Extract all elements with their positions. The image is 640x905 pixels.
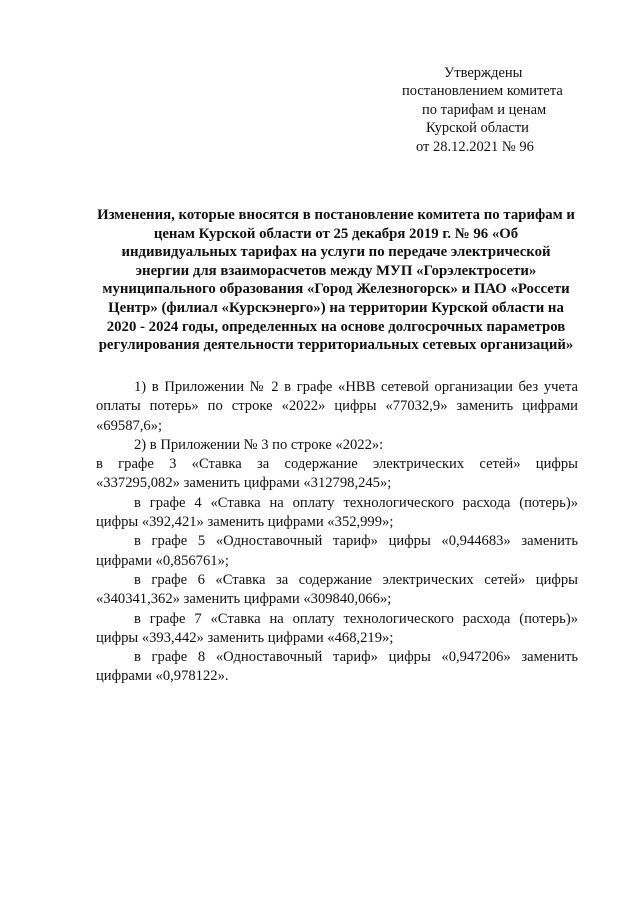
graph-4-paragraph: в графе 4 «Ставка на оплату технологического расхода (потерь)» цифры «392,421» заменить цифрами «352,999»; (96, 494, 578, 531)
graph-3-first-line: в графе 3 «Ставка за содержание электрических сетей» цифры (96, 456, 578, 473)
item-1-paragraph: 1) в Приложении № 2 в графе «НВВ сетевой организации без учета оплаты потерь» по строке «2022» цифры «77032,9» заменить цифрами «69587,6»; (96, 379, 578, 434)
graph-5-paragraph: в графе 5 «Одноставочный тариф» цифры «0,944683» заменить цифрами «0,856761»; (96, 533, 578, 569)
title-line: муниципального образования «Город Железногорск» и ПАО «Россети (102, 281, 570, 298)
title-line: 2020 - 2024 годы, определенных на основе долгосрочных параметров (106, 318, 566, 335)
approval-line: Утверждены (444, 65, 523, 81)
approval-stamp (398, 64, 598, 156)
approval-line: по тарифам и ценам (422, 101, 547, 118)
approval-line: от 28.12.2021 № 96 (416, 138, 534, 155)
graph-7-paragraph: в графе 7 «Ставка на оплату технологического расхода (потерь)» цифры «393,442» заменить цифрами «468,219»; (96, 610, 578, 646)
approval-line: Курской области (426, 120, 529, 137)
title-line: Изменения, которые вносятся в постановление комитета по тарифам и (97, 207, 575, 223)
item-2-intro: 2) в Приложении № 3 по строке «2022»: (134, 436, 384, 453)
graph-8-paragraph: в графе 8 «Одноставочный тариф» цифры «0,947206» заменить цифрами «0,978122». (96, 649, 578, 685)
graph-6-paragraph: в графе 6 «Ставка за содержание электрических сетей» цифры «340341,362» заменить цифрами «309840,066»; (96, 571, 578, 608)
title-line: индивидуальных тарифах на услуги по передаче электрической (121, 244, 551, 261)
title-line: ценам Курской области от 25 декабря 2019 г. № 96 «Об (153, 225, 519, 242)
title-line: энергии для взаиморасчетов между МУП «Горэлектросети» (135, 262, 537, 279)
title-line: Центр» (филиал «Курскэнерго») на территории Курской области на (108, 299, 564, 316)
approval-line: постановлением комитета (402, 83, 563, 100)
document-body (96, 378, 578, 687)
graph-3-continuation: «337295,082» заменить цифрами «312798,245»; (96, 475, 392, 492)
title-line: регулирования деятельности территориальных сетевых организаций» (98, 337, 574, 354)
document-title (86, 206, 586, 355)
